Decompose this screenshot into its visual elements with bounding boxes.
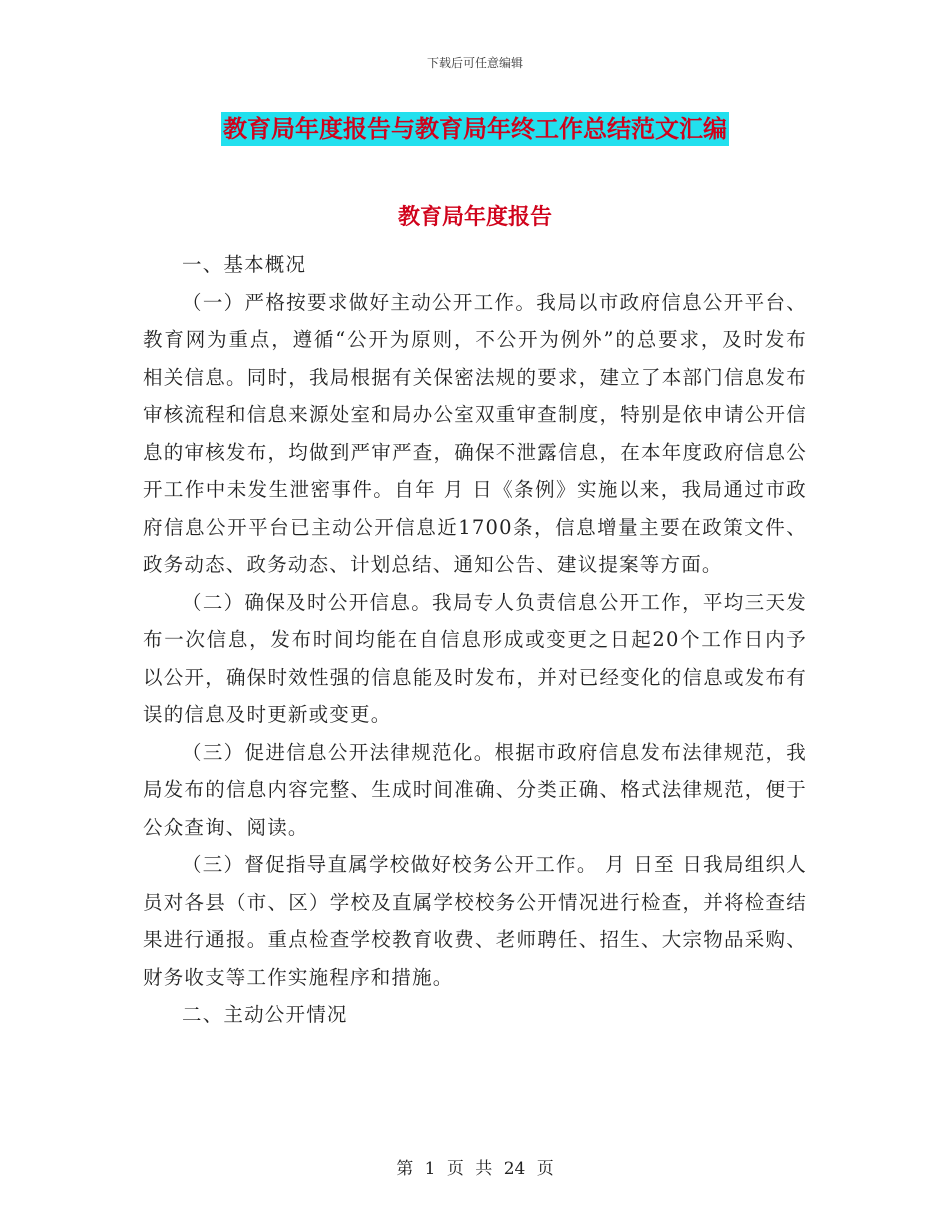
paragraph-heading-public: 二、主动公开情况	[182, 1003, 348, 1026]
document-title-text: 教育局年度报告与教育局年终工作总结范文汇编	[221, 112, 729, 146]
page-footer: 第 1 页 共 24 页	[396, 1159, 554, 1179]
paragraph-4: （三）督促指导直属学校做好校务公开工作。 月 日至 日我局组织人员对各县（市、区）学校及直属学校校务公开情况进行检查，并将检查结果进行通报。重点检查学校教育收费、老师聘任、招生、大宗物品采购、财务收支等工作实施程序和措施。	[143, 853, 807, 989]
body-text	[143, 246, 807, 1034]
paragraph-1: （一）严格按要求做好主动公开工作。我局以市政府信息公开平台、教育网为重点，遵循“公开为原则，不公开为例外”的总要求，及时发布相关信息。同时，我局根据有关保密法规的要求，建立了本部门信息发布审核流程和信息来源处室和局办公室双重审查制度，特别是依申请公开信息的审核发布，均做到严审严查，确保不泄露信息，在本年度政府信息公开工作中未发生泄密事件。自年 月 日《条例》实施以来，我局通过市政府信息公开平台已主动公开信息近1700条，信息增量主要在政策文件、政务动态、政务动态、计划总结、通知公告、建议提案等方面。	[143, 290, 807, 576]
section-title: 教育局年度报告	[397, 204, 552, 230]
paragraph-3: （三）促进信息公开法律规范化。根据市政府信息发布法律规范，我局发布的信息内容完整、生成时间准确、分类正确、格式法律规范，便于公众查询、阅读。	[143, 740, 807, 839]
header-note: 下载后可任意编辑	[426, 56, 523, 70]
paragraph-heading-basic: 一、基本概况	[182, 253, 307, 276]
document-title	[0, 112, 950, 146]
paragraph-2: （二）确保及时公开信息。我局专人负责信息公开工作，平均三天发布一次信息，发布时间均能在自信息形成或变更之日起20个工作日内予以公开，确保时效性强的信息能及时发布，并对已经变化的信息或发布有误的信息及时更新或变更。	[143, 590, 807, 726]
